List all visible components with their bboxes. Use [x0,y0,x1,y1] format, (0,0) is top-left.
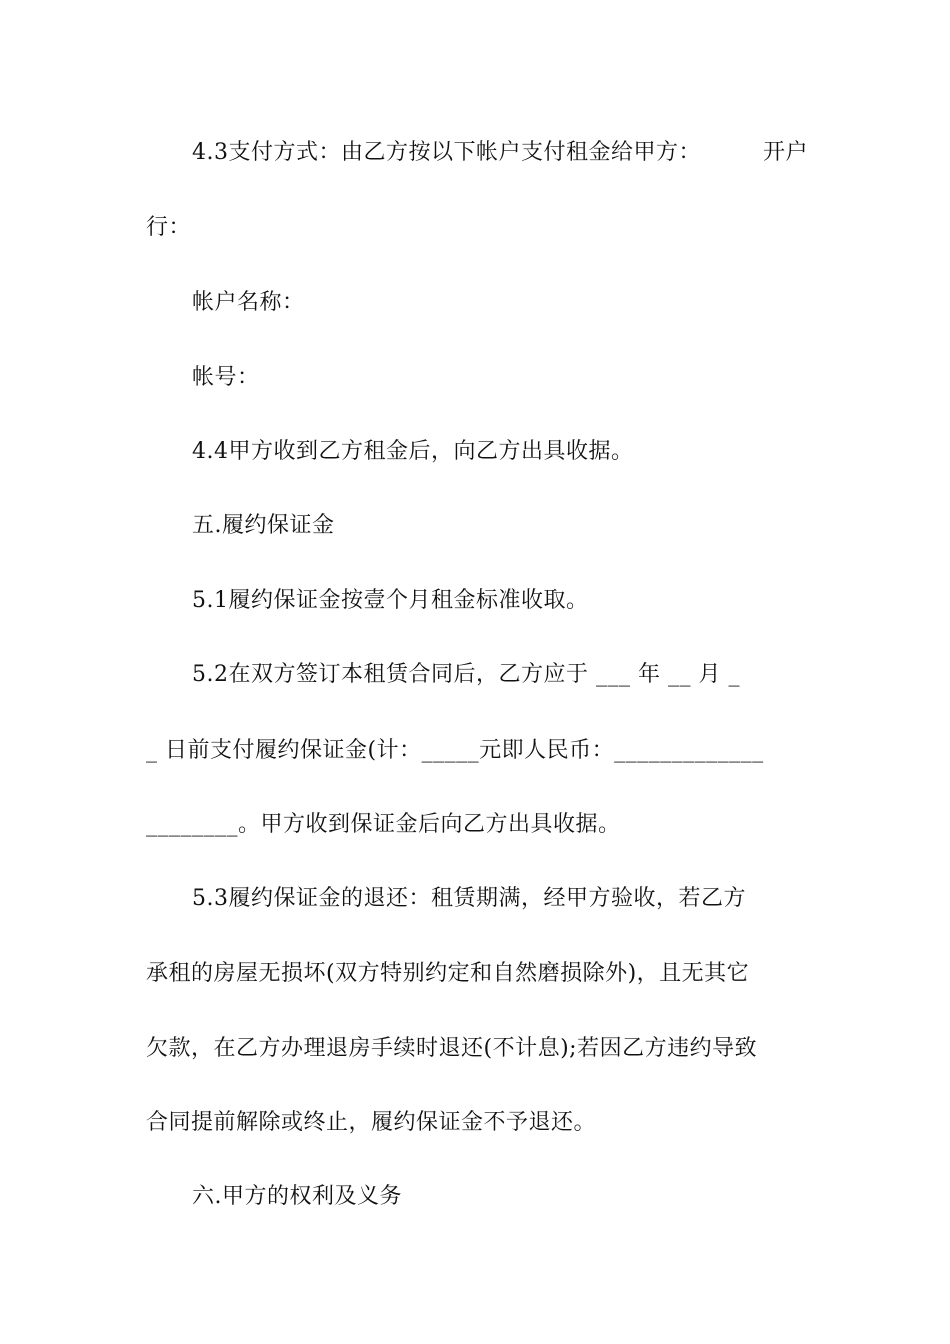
account-name-line: 帐户名称： [192,290,305,315]
paragraph-5-2-line-1: 5.2在双方签订本租赁合同后，乙方应于 ___ 年 __ 月 _ [192,662,740,687]
paragraph-5-3-line-3: 欠款，在乙方办理退房手续时退还(不计息);若因乙方违约导致 [146,1036,758,1061]
account-number-line: 帐号： [192,365,260,390]
paragraph-5-2-line-3: ________。甲方收到保证金后向乙方出具收据。 [146,812,621,837]
section-heading-6: 六.甲方的权利及义务 [192,1184,402,1209]
paragraph-5-3-line-2: 承租的房屋无损坏(双方特别约定和自然磨损除外)，且无其它 [146,961,750,986]
paragraph-4-4: 4.4甲方收到乙方租金后，向乙方出具收据。 [192,439,634,464]
section-heading-5: 五.履约保证金 [192,513,335,538]
paragraph-5-2-line-2: _ 日前支付履约保证金(计：_____元即人民币：_____________ [146,738,764,763]
paragraph-5-1: 5.1履约保证金按壹个月租金标准收取。 [192,588,589,613]
text-segment: 4.3支付方式：由乙方按以下帐户支付租金给甲方： [192,140,701,165]
paragraph-4-3-line-2: 行： [146,215,192,240]
paragraph-5-3-line-1: 5.3履约保证金的退还：租赁期满，经甲方验收，若乙方 [192,886,746,911]
text-segment: 开户 [762,140,808,165]
paragraph-5-3-line-4: 合同提前解除或终止，履约保证金不予退还。 [146,1110,597,1135]
paragraph-4-3-line-1 [192,138,808,168]
